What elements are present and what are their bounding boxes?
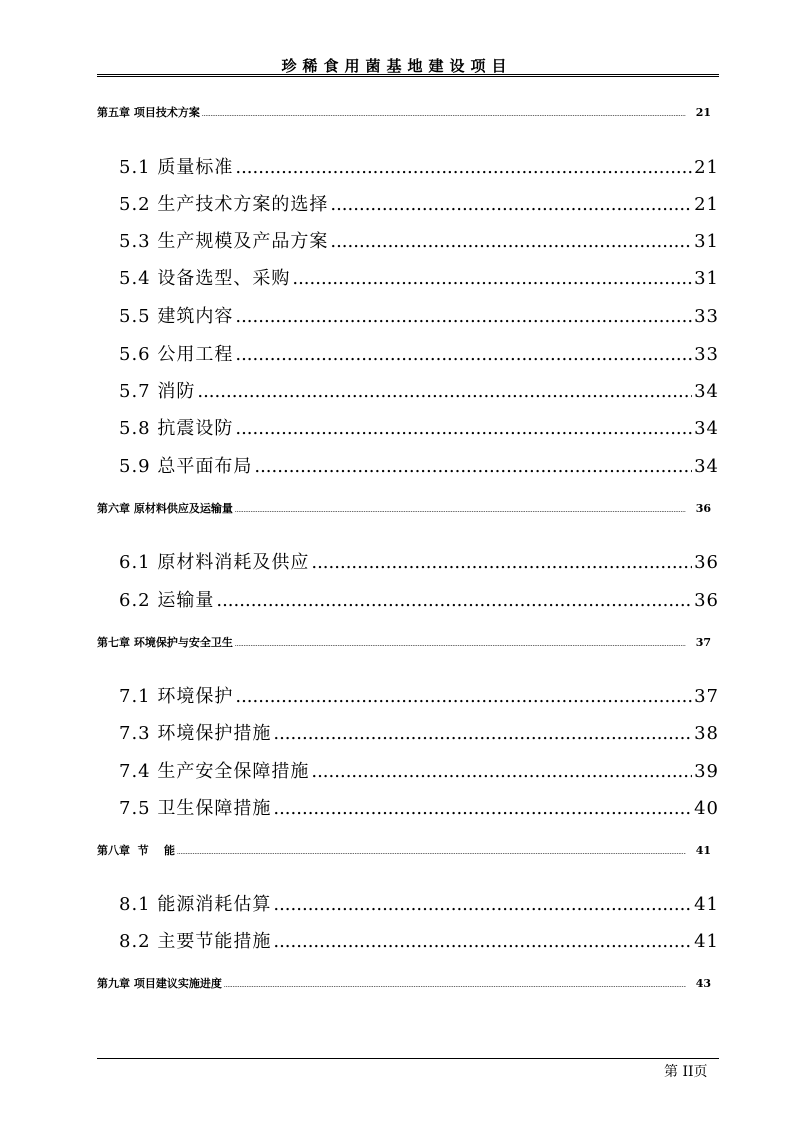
toc-section-5-8[interactable]: [119, 414, 719, 440]
toc-section-label: 5.8 抗震设防: [119, 418, 234, 439]
toc-page-number: 37: [694, 686, 719, 707]
footer-divider: [97, 1058, 719, 1059]
toc-section-6-1[interactable]: [119, 548, 719, 574]
dot-leader: [177, 850, 686, 856]
dot-leader: [235, 508, 686, 514]
toc-section-5-6[interactable]: [119, 340, 719, 366]
toc-page-number: 21: [694, 194, 719, 215]
dot-leader: [216, 590, 692, 611]
toc-chapter-9[interactable]: [97, 975, 711, 991]
toc-page-number: 36: [694, 590, 719, 611]
toc-page-number: 34: [694, 418, 719, 439]
toc-section-label: 7.5 卫生保障措施: [119, 798, 272, 819]
toc-section-label: 6.1 原材料消耗及供应: [119, 552, 310, 573]
toc-section-label: 5.1 质量标准: [119, 157, 234, 178]
toc-page-number: 34: [694, 381, 719, 402]
toc-section-5-7[interactable]: [119, 377, 719, 403]
toc-chapter-8[interactable]: [97, 842, 711, 858]
toc-page-number: 40: [694, 798, 719, 819]
toc-section-label: 5.9 总平面布局: [119, 456, 253, 477]
toc-section-label: 8.2 主要节能措施: [119, 931, 272, 952]
dot-leader: [330, 194, 692, 215]
toc-section-7-5[interactable]: [119, 794, 719, 820]
dot-leader: [235, 642, 686, 648]
toc-page-number: 37: [695, 636, 711, 649]
dot-leader: [273, 931, 692, 952]
toc-page-number: 39: [694, 761, 719, 782]
toc-section-label: 5.2 生产技术方案的选择: [119, 194, 329, 215]
toc-page-number: 36: [695, 502, 711, 515]
dot-leader: [254, 456, 692, 477]
toc-page-number: 31: [694, 268, 719, 289]
toc-section-label: 5.4 设备选型、采购: [119, 268, 291, 289]
toc-section-7-3[interactable]: [119, 719, 719, 745]
toc-page-number: 38: [694, 723, 719, 744]
toc-section-6-2[interactable]: [119, 586, 719, 612]
toc-section-5-3[interactable]: [119, 227, 719, 253]
toc-page-number: 36: [694, 552, 719, 573]
dot-leader: [311, 761, 692, 782]
toc-page-number: 43: [695, 977, 711, 990]
toc-chapter-label: 第五章 项目技术方案: [97, 106, 200, 119]
dot-leader: [273, 798, 692, 819]
toc-page-number: 33: [694, 306, 719, 327]
toc-section-5-9[interactable]: [119, 452, 719, 478]
toc-page-number: 33: [694, 344, 719, 365]
toc-section-label: 5.7 消防: [119, 381, 196, 402]
toc-section-label: 7.1 环境保护: [119, 686, 234, 707]
toc-page-number: 21: [695, 106, 711, 119]
dot-leader: [235, 344, 692, 365]
footer-page-number: 第 II页: [664, 1064, 708, 1080]
dot-leader: [292, 268, 692, 289]
toc-page-number: 21: [694, 157, 719, 178]
toc-chapter-label: 第七章 环境保护与安全卫生: [97, 636, 233, 649]
toc-section-7-4[interactable]: [119, 757, 719, 783]
dot-leader: [330, 231, 692, 252]
toc-section-5-1[interactable]: [119, 153, 719, 179]
toc-chapter-label: 第九章 项目建议实施进度: [97, 977, 222, 990]
document-header-title: 珍稀食用菌基地建设项目: [281, 57, 513, 75]
toc-section-label: 5.5 建筑内容: [119, 306, 234, 327]
dot-leader: [235, 157, 692, 178]
toc-section-label: 5.3 生产规模及产品方案: [119, 231, 329, 252]
toc-page-number: 41: [694, 931, 719, 952]
toc-section-7-1[interactable]: [119, 682, 719, 708]
dot-leader: [197, 381, 692, 402]
dot-leader: [273, 894, 692, 915]
toc-page-number: 34: [694, 456, 719, 477]
dot-leader: [235, 306, 692, 327]
toc-section-label: 6.2 运输量: [119, 590, 215, 611]
toc-chapter-6[interactable]: [97, 500, 711, 516]
toc-section-8-2[interactable]: [119, 927, 719, 953]
dot-leader: [202, 112, 686, 118]
toc-page-number: 41: [694, 894, 719, 915]
dot-leader: [235, 686, 692, 707]
toc-section-8-1[interactable]: [119, 890, 719, 916]
dot-leader: [273, 723, 692, 744]
toc-page-number: 31: [694, 231, 719, 252]
dot-leader: [224, 983, 686, 989]
toc-section-5-5[interactable]: [119, 302, 719, 328]
dot-leader: [235, 418, 692, 439]
toc-page-number: 41: [695, 844, 711, 857]
toc-section-label: 8.1 能源消耗估算: [119, 894, 272, 915]
toc-section-label: 7.4 生产安全保障措施: [119, 761, 310, 782]
dot-leader: [311, 552, 692, 573]
toc-section-5-4[interactable]: [119, 264, 719, 290]
toc-section-label: 7.3 环境保护措施: [119, 723, 272, 744]
toc-chapter-5[interactable]: [97, 104, 711, 120]
header-divider: [97, 74, 719, 77]
toc-section-label: 5.6 公用工程: [119, 344, 234, 365]
toc-section-5-2[interactable]: [119, 190, 719, 216]
toc-chapter-label: 第六章 原材料供应及运输量: [97, 502, 233, 515]
toc-chapter-7[interactable]: [97, 634, 711, 650]
toc-chapter-label: 第八章 节 能: [97, 844, 175, 857]
